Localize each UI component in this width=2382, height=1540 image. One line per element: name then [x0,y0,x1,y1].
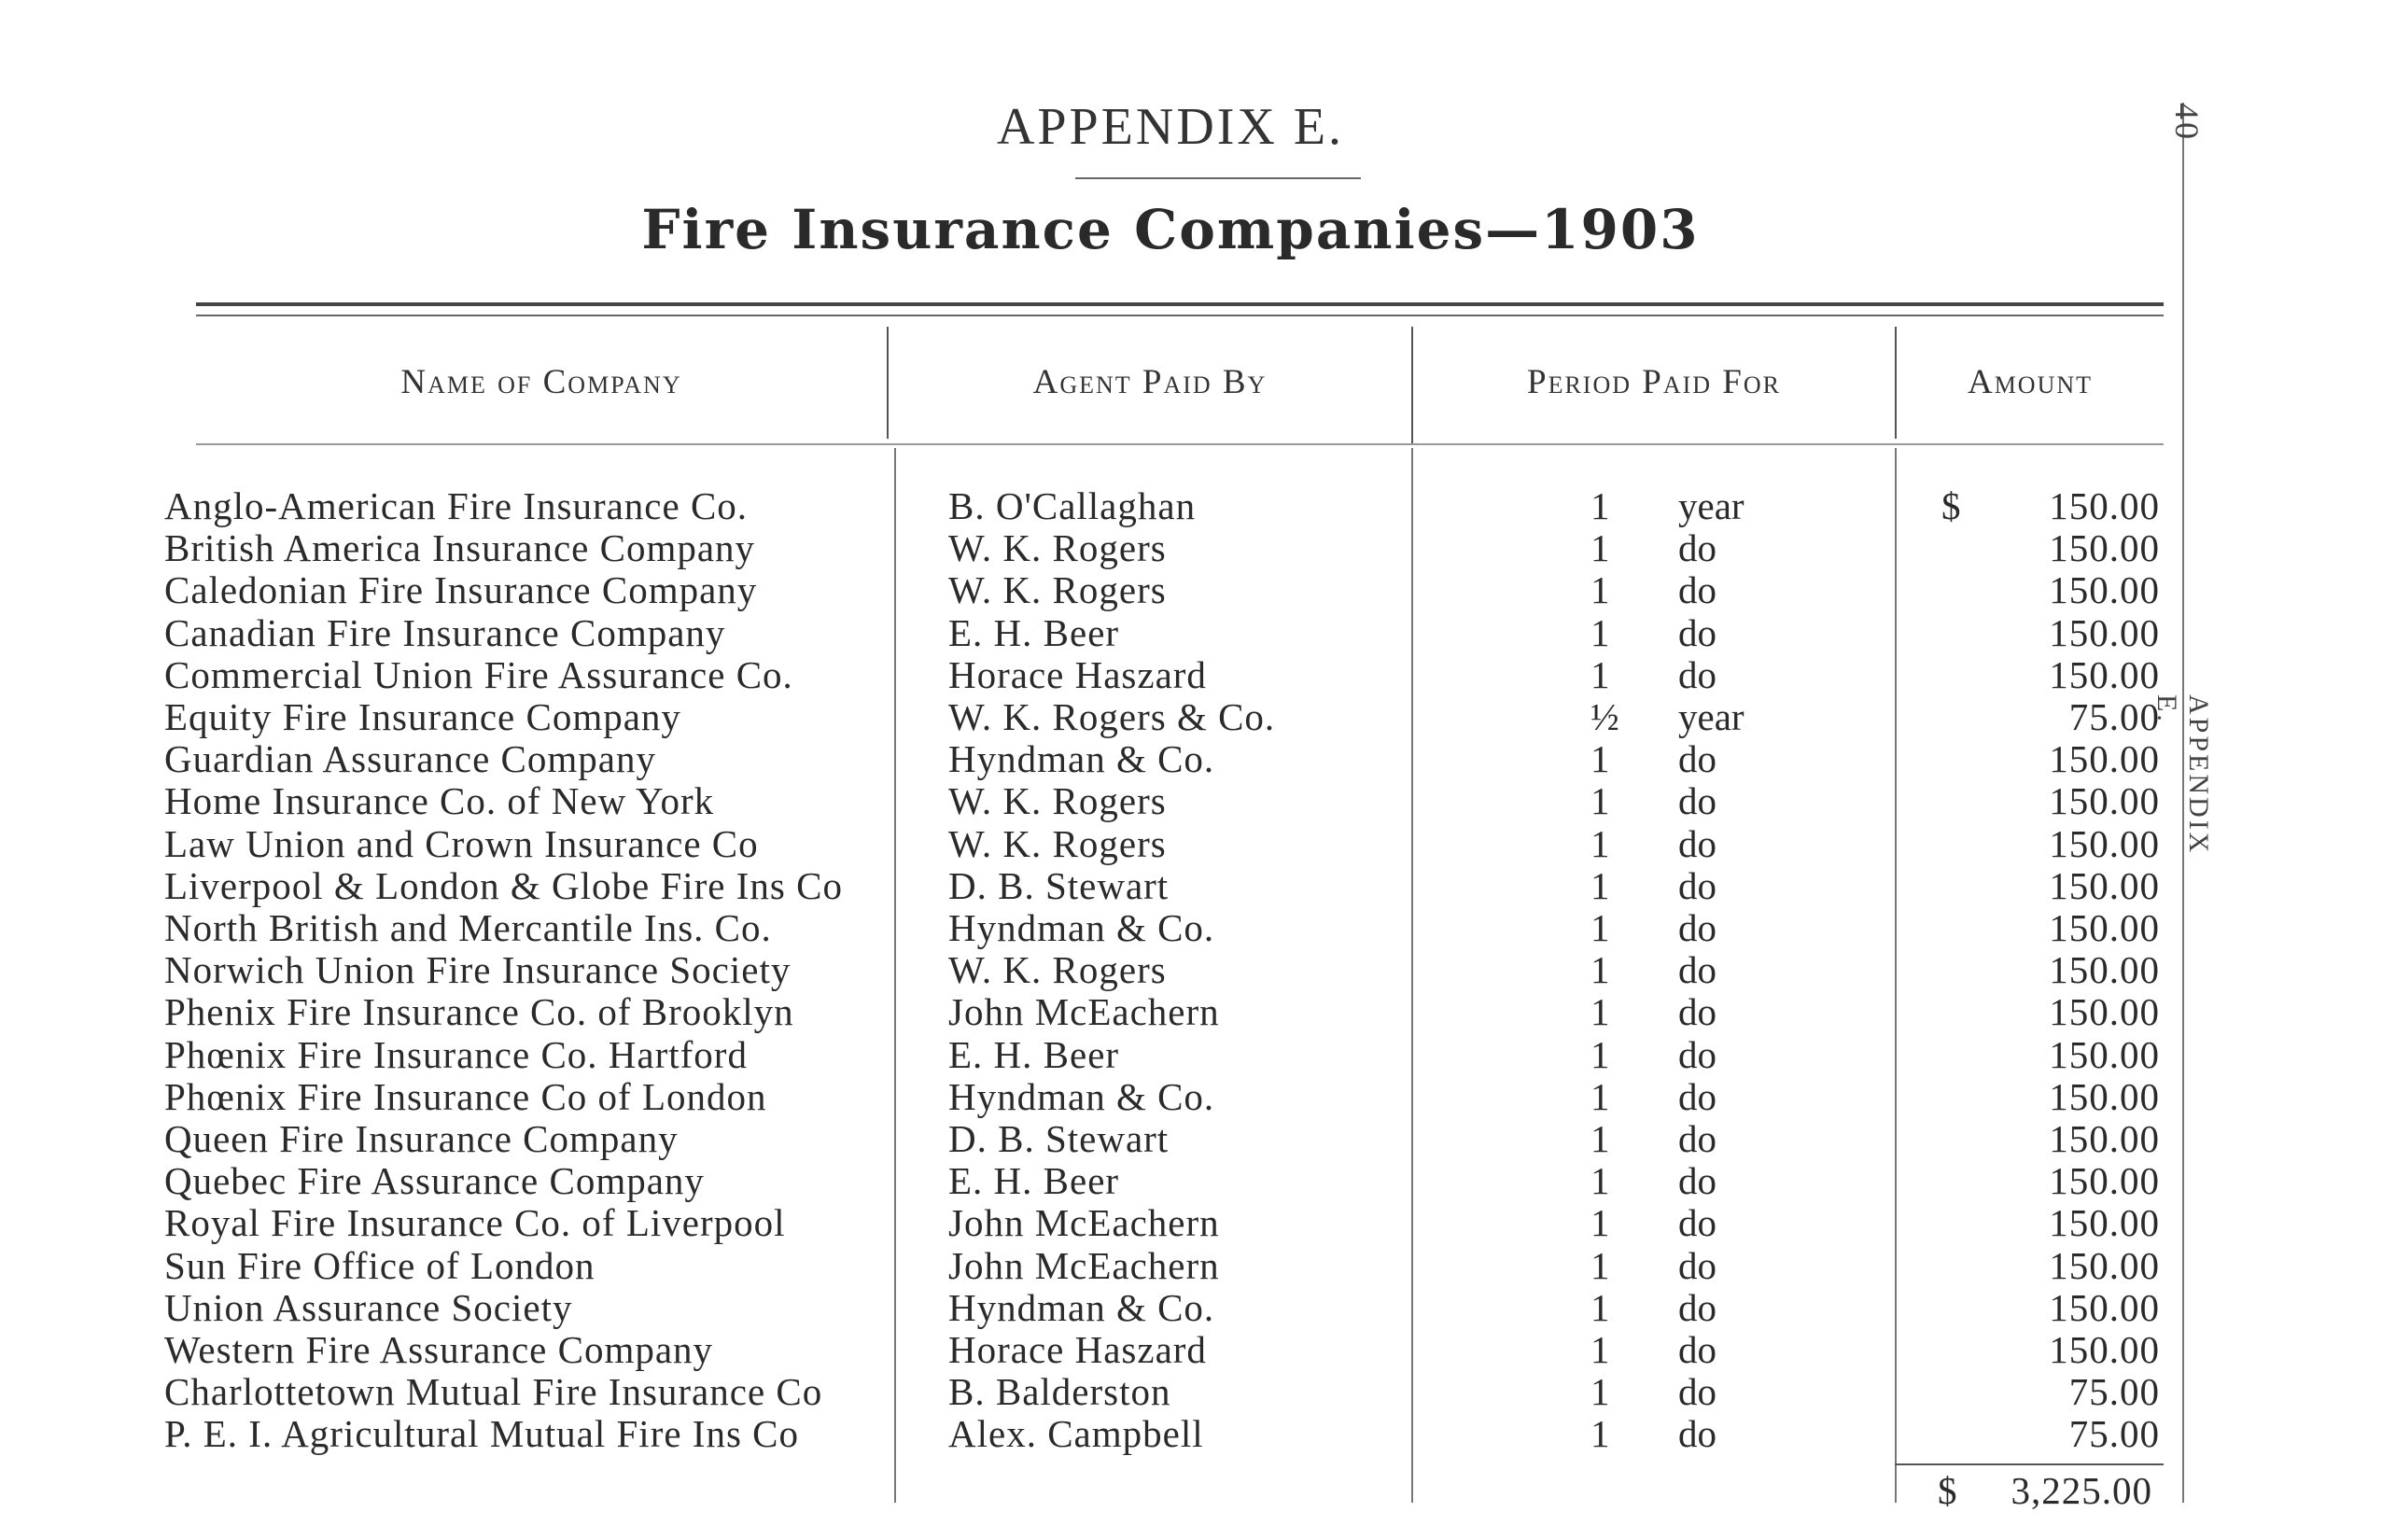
table-row [0,1160,2203,1202]
period-unit: do [1678,652,1716,696]
period-count: 1 [1590,863,1610,907]
table-row [0,527,2203,569]
amount: 75.00 [2068,1370,2160,1414]
currency-sign: $ [1941,484,1961,527]
amount: 150.00 [2049,1328,2160,1371]
period-count: 1 [1590,484,1610,527]
table-row [0,1329,2203,1371]
period-unit: do [1678,1412,1716,1456]
period-count: 1 [1590,948,1610,992]
company-name: Equity Fire Insurance Company [164,695,681,738]
table-row [0,738,2203,780]
company-name: Caledonian Fire Insurance Company [164,568,758,612]
company-name: British America Insurance Company [164,526,756,570]
column-header-amount: Amount [1967,363,2094,401]
agent-name: Hyndman & Co. [948,906,1215,949]
running-head: APPENDIX E. [2151,694,2214,856]
period-unit: do [1678,948,1716,992]
column-header-company: Name of Company [400,363,682,401]
period-count: 1 [1590,1370,1610,1414]
agent-name: E. H. Beer [948,610,1120,654]
agent-name: B. O'Callaghan [948,484,1197,527]
company-name: Quebec Fire Assurance Company [164,1159,705,1203]
period-unit: do [1678,1285,1716,1329]
company-name: Phœnix Fire Insurance Co of London [164,1074,767,1118]
header-bottom-rule [196,443,2164,445]
company-name: Home Insurance Co. of New York [164,779,715,823]
period-count: 1 [1590,652,1610,696]
header-divider-2 [1411,327,1413,443]
period-count: 1 [1590,821,1610,865]
company-name: Norwich Union Fire Insurance Society [164,948,792,992]
agent-name: Hyndman & Co. [948,737,1215,781]
agent-name: W. K. Rogers [948,948,1167,992]
period-unit: do [1678,906,1716,949]
top-rule-thin [196,315,2164,316]
period-unit: do [1678,1328,1716,1371]
amount: 150.00 [2049,1201,2160,1245]
table-row [0,1202,2203,1244]
company-name: Sun Fire Office of London [164,1243,596,1287]
period-count: 1 [1590,906,1610,949]
table-row [0,654,2203,696]
period-count: 1 [1590,1074,1610,1118]
period-unit: do [1678,990,1716,1034]
period-unit: do [1678,863,1716,907]
period-unit: do [1678,526,1716,570]
company-name: Law Union and Crown Insurance Co [164,821,759,865]
table-row [0,949,2203,991]
amount: 75.00 [2068,695,2160,738]
agent-name: Horace Haszard [948,1328,1207,1371]
company-name: Phœnix Fire Insurance Co. Hartford [164,1032,748,1076]
agent-name: W. K. Rogers [948,779,1167,823]
agent-name: John McEachern [948,1243,1220,1287]
table-row [0,1413,2203,1455]
table-row [0,612,2203,654]
amount: 150.00 [2049,863,2160,907]
total-currency: $ [1938,1469,1957,1512]
amount: 150.00 [2049,1159,2160,1203]
company-name: Charlottetown Mutual Fire Insurance Co [164,1370,823,1414]
company-name: Phenix Fire Insurance Co. of Brooklyn [164,990,794,1034]
period-count: 1 [1590,737,1610,781]
period-unit: do [1678,779,1716,823]
amount: 150.00 [2049,1285,2160,1329]
period-count: 1 [1590,610,1610,654]
total-rule [1895,1463,2164,1465]
amount: 150.00 [2049,526,2160,570]
column-header-period: Period Paid For [1527,363,1781,401]
company-name: Commercial Union Fire Assurance Co. [164,652,793,696]
amount: 75.00 [2068,1412,2160,1456]
amount: 150.00 [2049,1117,2160,1160]
period-unit: do [1678,1159,1716,1203]
period-count: 1 [1590,568,1610,612]
table-row [0,485,2203,527]
page-number: 40 [2168,103,2206,142]
period-count: 1 [1590,1412,1610,1456]
period-count: 1 [1590,1201,1610,1245]
amount: 150.00 [2049,1032,2160,1076]
period-unit: do [1678,1117,1716,1160]
table-row [0,823,2203,865]
top-rule-thick [196,302,2164,306]
table-row [0,1076,2203,1118]
agent-name: W. K. Rogers [948,821,1167,865]
amount: 150.00 [2049,948,2160,992]
period-count: 1 [1590,1117,1610,1160]
period-unit: do [1678,1201,1716,1245]
agent-name: Hyndman & Co. [948,1285,1215,1329]
agent-name: Horace Haszard [948,652,1207,696]
period-count: 1 [1590,1032,1610,1076]
period-unit: year [1678,484,1744,527]
period-unit: do [1678,568,1716,612]
table-row [0,1287,2203,1329]
company-name: Union Assurance Society [164,1285,573,1329]
company-name: Guardian Assurance Company [164,737,656,781]
period-unit: do [1678,1370,1716,1414]
amount: 150.00 [2049,779,2160,823]
period-count: 1 [1590,990,1610,1034]
total-amount: 3,225.00 [2011,1469,2152,1512]
table-row [0,865,2203,907]
amount: 150.00 [2049,990,2160,1034]
amount: 150.00 [2049,906,2160,949]
amount: 150.00 [2049,484,2160,527]
period-unit: do [1678,1243,1716,1287]
period-unit: do [1678,1074,1716,1118]
period-count: 1 [1590,779,1610,823]
agent-name: E. H. Beer [948,1032,1120,1076]
agent-name: W. K. Rogers & Co. [948,695,1276,738]
table-row [0,1034,2203,1076]
agent-name: D. B. Stewart [948,1117,1170,1160]
appendix-heading: APPENDIX E. [996,98,1345,156]
agent-name: John McEachern [948,1201,1220,1245]
table-row [0,907,2203,949]
table-row [0,780,2203,822]
company-name: Liverpool & London & Globe Fire Ins Co [164,863,843,907]
amount: 150.00 [2049,610,2160,654]
period-count: 1 [1590,1328,1610,1371]
company-name: Anglo-American Fire Insurance Co. [164,484,749,527]
amount: 150.00 [2049,652,2160,696]
amount: 150.00 [2049,1243,2160,1287]
table-row [0,991,2203,1033]
agent-name: W. K. Rogers [948,568,1167,612]
amount: 150.00 [2049,821,2160,865]
amount: 150.00 [2049,1074,2160,1118]
period-unit: do [1678,1032,1716,1076]
amount: 150.00 [2049,568,2160,612]
company-name: North British and Mercantile Ins. Co. [164,906,772,949]
agent-name: D. B. Stewart [948,863,1170,907]
agent-name: W. K. Rogers [948,526,1167,570]
company-name: Queen Fire Insurance Company [164,1117,679,1160]
period-unit: do [1678,821,1716,865]
company-name: Royal Fire Insurance Co. of Liverpool [164,1201,786,1245]
company-name: P. E. I. Agricultural Mutual Fire Ins Co [164,1412,800,1456]
header-divider-1 [887,327,889,439]
header-divider-3 [1895,327,1897,439]
period-count: ½ [1590,695,1619,738]
period-unit: do [1678,737,1716,781]
company-name: Canadian Fire Insurance Company [164,610,726,654]
period-count: 1 [1590,1159,1610,1203]
agent-name: Alex. Campbell [948,1412,1204,1456]
amount: 150.00 [2049,737,2160,781]
period-unit: do [1678,610,1716,654]
table-row [0,1118,2203,1160]
agent-name: Hyndman & Co. [948,1074,1215,1118]
table-row [0,569,2203,611]
title-rule [1075,177,1361,179]
period-count: 1 [1590,1285,1610,1329]
column-header-agent: Agent Paid By [1032,363,1268,401]
table-row [0,1371,2203,1413]
table-row [0,1245,2203,1287]
table-title: Fire Insurance Companies—1903 [641,198,1700,261]
agent-name: E. H. Beer [948,1159,1120,1203]
agent-name: B. Balderston [948,1370,1171,1414]
period-unit: year [1678,695,1744,738]
company-name: Western Fire Assurance Company [164,1328,714,1371]
period-count: 1 [1590,526,1610,570]
table-row [0,696,2203,738]
period-count: 1 [1590,1243,1610,1287]
agent-name: John McEachern [948,990,1220,1034]
